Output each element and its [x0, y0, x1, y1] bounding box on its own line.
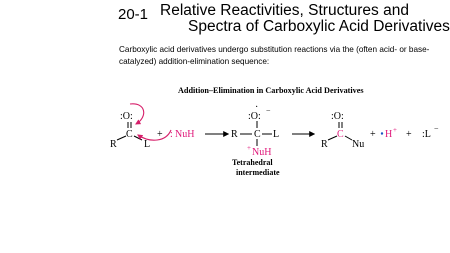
product-nu: Nu	[352, 139, 365, 150]
product-bond-r	[328, 136, 337, 140]
intermediate-nuh: NuH	[252, 147, 272, 158]
leaving-group: :L	[422, 129, 431, 140]
reactant-plus: +	[157, 129, 163, 140]
intermediate-top-dot: ·	[255, 102, 259, 113]
intermediate-plus-charge: +	[247, 144, 251, 152]
intermediate-carbon: C	[254, 129, 261, 140]
nucleophile-label: NuH	[175, 129, 195, 140]
proton-charge: +	[393, 126, 397, 134]
slide-number: 20-1	[118, 6, 149, 23]
tetrahedral-intermediate	[231, 102, 280, 177]
intermediate-caption-1: Tetrahedral	[232, 158, 273, 167]
intermediate-r: R	[231, 129, 238, 140]
product-molecule	[321, 111, 364, 150]
scheme-title: Addition–Elimination in Carboxylic Acid Derivatives	[178, 86, 364, 95]
reactant-l: L	[144, 139, 151, 150]
product-oxygen: :O:	[331, 111, 344, 122]
slide-title-line-2: Spectra of Carboxylic Acid Derivatives	[188, 18, 450, 35]
proton-h: H	[385, 129, 393, 140]
proton-dot	[381, 132, 383, 134]
product-bond-nu	[345, 136, 352, 140]
leaving-group-charge: −	[434, 124, 439, 133]
intermediate-l: L	[273, 129, 280, 140]
product-carbon: C	[337, 129, 344, 140]
intermediate-oxygen: :O:	[248, 111, 261, 122]
nucleophile-lone-pair: :	[170, 129, 173, 140]
body-text: Carboxylic acid derivatives undergo substitution reactions via the (often acid- or base-catalyzed) addition-elimination sequence:	[119, 45, 430, 66]
arrow-nucleophile-attack	[138, 130, 171, 140]
intermediate-oxygen-charge: −	[266, 106, 271, 115]
slide-title-line-1: Relative Reactivities, Structures and	[160, 2, 409, 19]
reactant-bond-r	[117, 136, 126, 140]
reactant-oxygen: :O:	[120, 111, 133, 122]
intermediate-caption-2: intermediate	[236, 168, 280, 177]
reactant-r: R	[110, 139, 117, 150]
byproducts	[370, 124, 439, 140]
byproduct-plus-2: +	[406, 129, 412, 140]
reactant-carbon: C	[126, 129, 133, 140]
byproduct-plus-1: +	[370, 129, 376, 140]
product-r: R	[321, 139, 328, 150]
reactant-molecule	[110, 111, 150, 150]
